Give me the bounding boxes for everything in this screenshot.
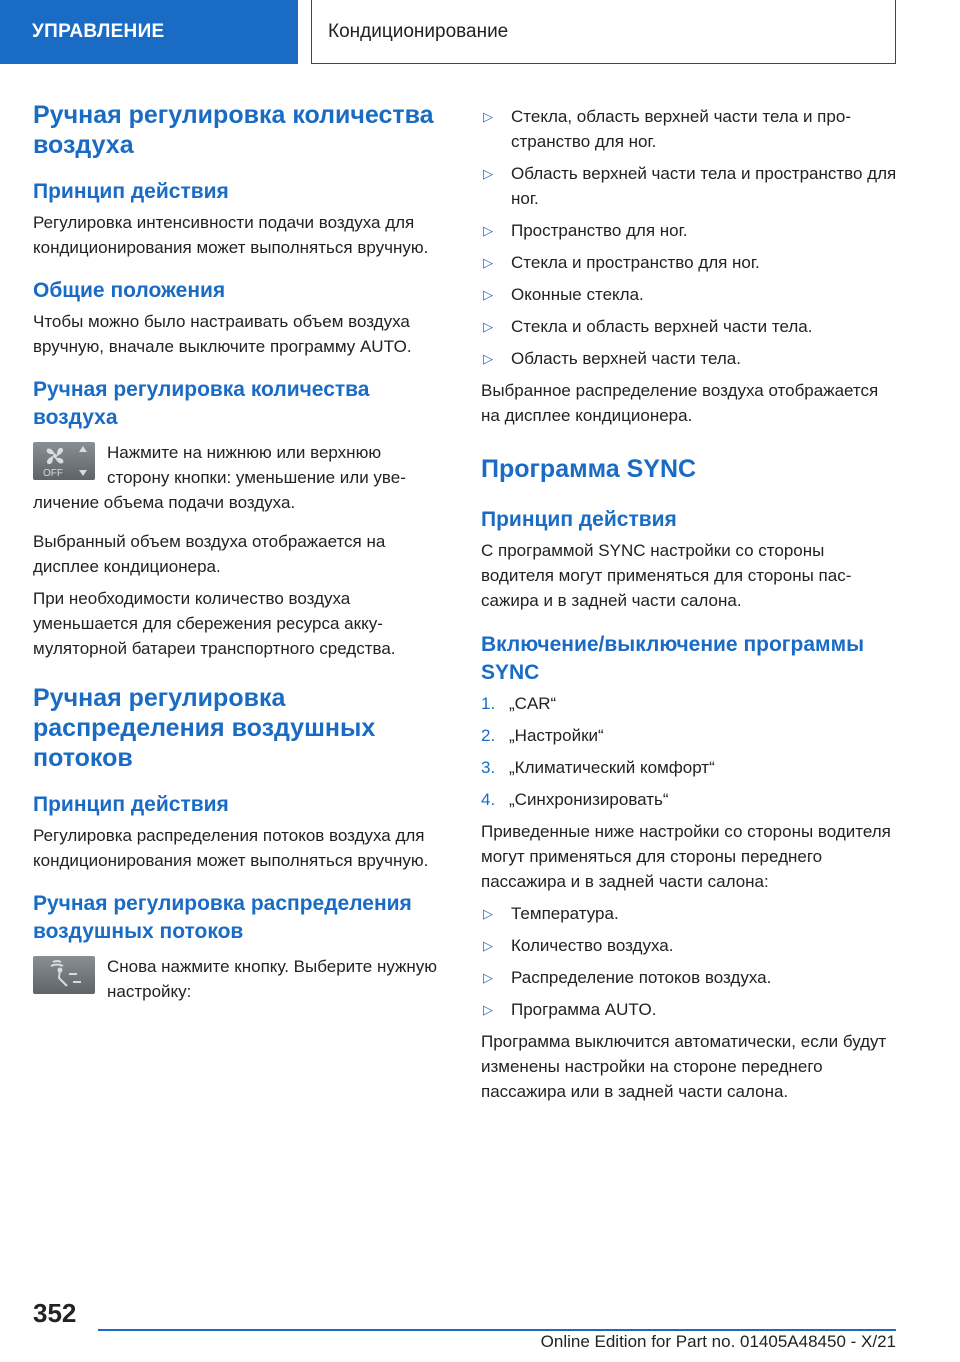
heading-sync-toggle: Включение/выключение программы SYNC: [481, 633, 865, 684]
triangle-bullet-icon: ▷: [483, 109, 493, 124]
paragraph-settings: Приведенные ниже настройки со стороны водителя могут применяться для стороны переднего пассажира и в задней части салона:: [481, 822, 891, 891]
paragraph-principle-2: Регулировка распределения потоков воздуха для кондиционирования может выполняться вручную.: [33, 826, 429, 870]
bullet-text: Стекла и область верхней части тела.: [511, 317, 813, 336]
steps-list: [481, 691, 901, 812]
triangle-bullet-icon: ▷: [483, 351, 493, 366]
bullet-item: [481, 250, 901, 275]
bullet-item: [481, 104, 901, 154]
step-number: 1.: [481, 694, 496, 713]
step-text: „CAR“: [509, 694, 557, 713]
again-block: [33, 954, 448, 1004]
triangle-bullet-icon: ▷: [483, 938, 493, 953]
bullet-item: [481, 282, 901, 307]
chapter-title: Кондиционирование: [311, 0, 896, 64]
bullet-text: Оконные стекла.: [511, 285, 644, 304]
heading-principle-3: Принцип действия: [481, 508, 677, 531]
bullet-item: [481, 997, 901, 1022]
step-number: 3.: [481, 758, 496, 777]
bullet-text: Программа AUTO.: [511, 1000, 657, 1019]
bullet-text: Температура.: [511, 904, 619, 923]
bullet-text: Стекла и пространство для ног.: [511, 253, 760, 272]
paragraph-off: Программа выключится автоматически, если будут изменены настройки на стороне переднего пассажира или в задней части салона.: [481, 1032, 887, 1101]
paragraph-distribution-shown: Выбранное распределение воздуха отображается на дисплее кондиционера.: [481, 381, 879, 425]
heading-manual-air-sub: Ручная регулировка количества воздуха: [33, 378, 370, 429]
heading-manual-air: Ручная регулировка количества воздуха: [33, 101, 434, 159]
heading-manual-distribution-sub: Ручная регулировка распределения воздушных потоков: [33, 892, 412, 943]
fan-button-icon: [33, 442, 95, 480]
step-text: „Синхронизировать“: [509, 790, 669, 809]
step-text: „Климатический комфорт“: [509, 758, 715, 777]
edition-text: Online Edition for Part no. 01405A48450 - X/21: [540, 1332, 896, 1351]
step-item: [481, 691, 901, 716]
bullet-item: [481, 346, 901, 371]
step-number: 4.: [481, 790, 496, 809]
footer-divider: [98, 1329, 896, 1331]
bullet-item: [481, 965, 901, 990]
step-text: „Настройки“: [509, 726, 604, 745]
triangle-bullet-icon: ▷: [483, 1002, 493, 1017]
step-item: [481, 787, 901, 812]
bullet-item: [481, 901, 901, 926]
heading-general: Общие положения: [33, 279, 226, 302]
bullet-text: Пространство для ног.: [511, 221, 688, 240]
air-distribution-icon: [33, 956, 95, 994]
triangle-bullet-icon: ▷: [483, 223, 493, 238]
left-column: [33, 100, 448, 1004]
triangle-bullet-icon: ▷: [483, 166, 493, 181]
triangle-bullet-icon: ▷: [483, 970, 493, 985]
bullet-text: Область верхней части тела и пространство для ног.: [511, 164, 897, 208]
bullet-item: [481, 933, 901, 958]
distribution-list: [481, 104, 901, 371]
section-tab: УПРАВЛЕНИЕ: [0, 0, 298, 64]
paragraph-general: Чтобы можно было настраивать объем воздуха вручную, вначале выключите программу AUTO.: [33, 312, 412, 356]
bullet-text: Количество воздуха.: [511, 936, 674, 955]
paragraph-principle: Регулировка интенсивности подачи воздуха для кондиционирования может выполняться вручную.: [33, 213, 429, 257]
page-number: 352: [33, 1298, 77, 1328]
step-number: 2.: [481, 726, 496, 745]
heading-principle: Принцип действия: [33, 180, 229, 203]
heading-sync: Программа SYNC: [481, 455, 697, 483]
bullet-text: Распределение потоков воздуха.: [511, 968, 772, 987]
triangle-bullet-icon: ▷: [483, 906, 493, 921]
triangle-bullet-icon: ▷: [483, 255, 493, 270]
heading-manual-distribution: Ручная регулировка распределения воздушных потоков: [33, 684, 376, 772]
paragraph-again: Снова нажмите кнопку. Выберите нужную настройку:: [107, 957, 438, 1001]
paragraph-selected: Выбранный объем воздуха отображается на дисплее кондиционера.: [33, 532, 386, 576]
bullet-item: [481, 161, 901, 211]
heading-principle-2: Принцип действия: [33, 793, 229, 816]
triangle-bullet-icon: ▷: [483, 319, 493, 334]
off-label: OFF: [43, 468, 63, 479]
press-block: [33, 440, 448, 515]
triangle-bullet-icon: ▷: [483, 287, 493, 302]
step-item: [481, 755, 901, 780]
right-column: [481, 100, 901, 1104]
sync-settings-list: [481, 901, 901, 1022]
bullet-item: [481, 314, 901, 339]
paragraph-reduce: При необходимости количество воздуха уменьшается для сбережения ресурса аккумуляторной батареи транспортного средства.: [33, 589, 396, 658]
bullet-text: Область верхней части тела.: [511, 349, 741, 368]
paragraph-press: Нажмите на нижнюю или верхнюю сторону кнопки: уменьшение или увеличение объема подачи воздуха.: [33, 443, 406, 512]
paragraph-sync: С программой SYNC настройки со стороны водителя могут применяться для стороны пассажира и в задней части салона.: [481, 541, 852, 610]
bullet-item: [481, 218, 901, 243]
step-item: [481, 723, 901, 748]
bullet-text: Стекла, область верхней части тела и пространство для ног.: [511, 107, 851, 151]
